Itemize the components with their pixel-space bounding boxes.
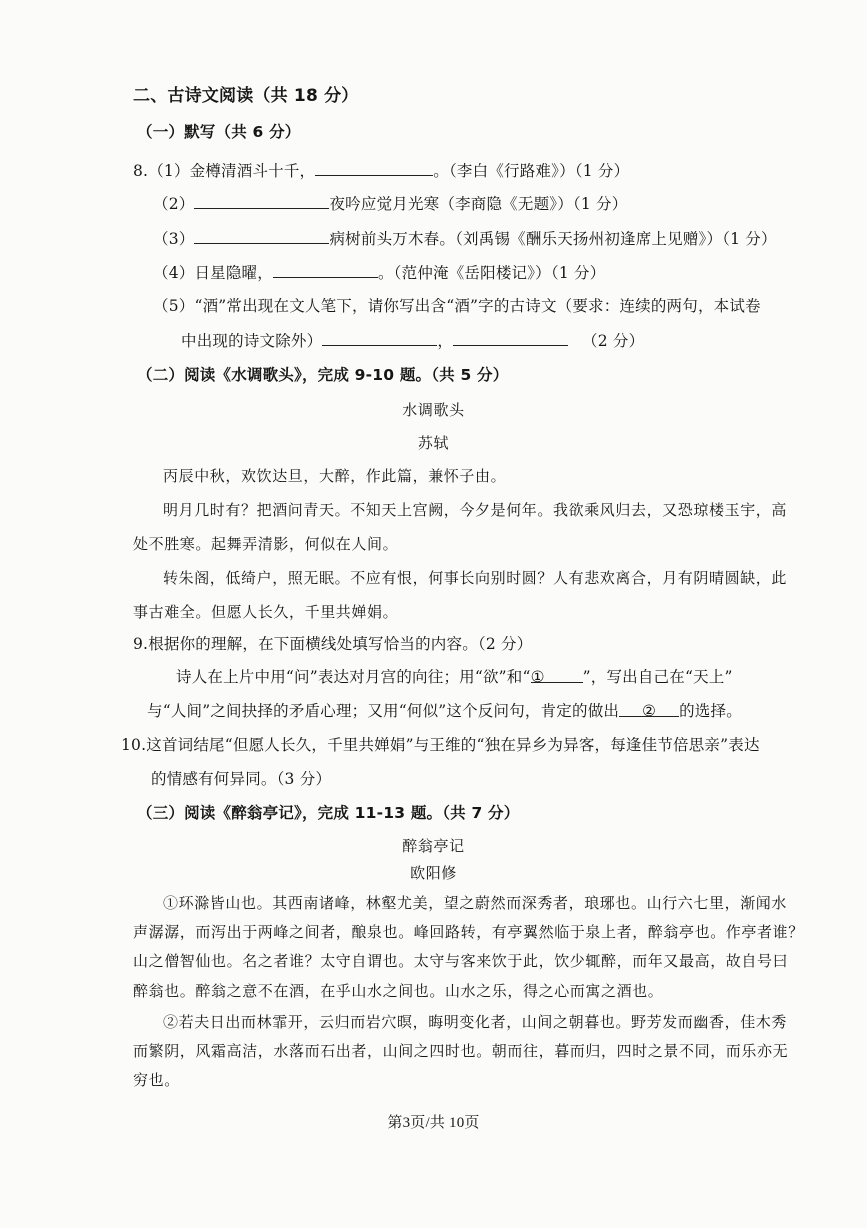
answer-blank[interactable] [194, 193, 329, 209]
prose-line: 醉翁也。醉翁之意不在酒，在乎山水之间也。山水之乐，得之心而寓之酒也。 [133, 982, 664, 1000]
q8-2-number: （2） [153, 195, 195, 213]
answer-blank-1[interactable] [530, 667, 583, 686]
prose-line: 穷也。 [133, 1071, 180, 1089]
poem-preface: 丙辰中秋，欢饮达旦，大醉，作此篇，兼怀子由。 [163, 467, 507, 485]
q9-text: 诗人在上片中用“问”表达对月宫的向往；用“欲”和“ [176, 668, 531, 686]
prose-line: ②若夫日出而林霏开，云归而岩穴暝，晦明变化者，山间之朝暮也。野芳发而幽香，佳木秀 [163, 1013, 788, 1031]
q8-line-5: （5）“酒”常出现在文人笔下，请你写出含“酒”字的古诗文（要求：连续的两句，本试卷 [153, 297, 761, 315]
prose-line: ①环滁皆山也。其西南诸峰，林壑尤美，望之蔚然而深秀者，琅琊也。山行六七里，渐闻水 [163, 894, 788, 912]
q8-1-text: 8.（1）金樽清酒斗十千， [133, 162, 316, 180]
q8-line-6 [181, 330, 644, 351]
prose-line: 而繁阴，风霜高洁，水落而石出者，山间之四时也。朝而往，暮而归，四时之景不同，而乐亦无 [133, 1042, 789, 1060]
poem-title: 水调歌头 [402, 401, 465, 419]
poem-line: 处不胜寒。起舞弄清影，何似在人间。 [133, 535, 399, 553]
page-number: 第3页/共 10页 [387, 1115, 480, 1131]
section-title: 二、古诗文阅读（共 18 分） [133, 86, 359, 106]
q8-5-text: 中出现的诗文除外） [181, 332, 323, 350]
part3-heading: （三）阅读《醉翁亭记》，完成 11-13 题。（共 7 分） [137, 804, 520, 822]
q8-line-3 [153, 228, 777, 249]
q8-4-text: （4）日星隐曜， [153, 264, 273, 282]
q8-3-text: 病树前头万木春。（刘禹锡《酬乐天扬州初逢席上见赠》）（1 分） [329, 230, 777, 248]
answer-blank[interactable] [453, 330, 568, 346]
answer-blank-2[interactable] [619, 701, 679, 720]
comma: ， [437, 332, 454, 350]
q9-text: 与“人间”之间抉择的矛盾心理；又用“何似”这个反问句，肯定的做出 [147, 702, 620, 720]
circled-one: ① [530, 668, 545, 686]
q9-text: ”，写出自己在“天上” [582, 668, 733, 686]
q8-line-1 [133, 160, 629, 181]
part1-heading: （一）默写（共 6 分） [137, 123, 301, 141]
prose-line: 声潺潺，而泻出于两峰之间者，酿泉也。峰回路转，有亭翼然临于泉上者，醉翁亭也。作亭者谁？ [133, 923, 804, 941]
q8-3-number: （3） [153, 230, 195, 248]
answer-blank[interactable] [315, 160, 433, 176]
prose-line: 山之僧智仙也。名之者谁？太守自谓也。太守与客来饮于此，饮少辄醉，而年又最高，故自号曰 [133, 952, 789, 970]
q9-line-3 [147, 701, 742, 721]
prose-title: 醉翁亭记 [402, 837, 465, 855]
q8-1-source: 。（李白《行路难》）（1 分） [433, 162, 630, 180]
q9-line-1: 9.根据你的理解，在下面横线处填写恰当的内容。（2 分） [133, 635, 533, 653]
poem-line: 事古难全。但愿人长久，千里共婵娟。 [133, 603, 399, 621]
poem-line: 明月几时有？把酒问青天。不知天上宫阙，今夕是何年。我欲乘风归去，又恐琼楼玉宇，高 [163, 501, 788, 519]
poem-author: 苏轼 [417, 434, 450, 452]
q8-line-2 [153, 193, 627, 214]
q8-5-score: （2 分） [582, 332, 645, 350]
q9-text: 的选择。 [679, 702, 742, 720]
answer-blank[interactable] [273, 262, 378, 278]
q10-line-1: 10.这首词结尾“但愿人长久，千里共婵娟”与王维的“独在异乡为异客，每逢佳节倍思亲”表达 [121, 736, 760, 754]
answer-blank[interactable] [194, 228, 329, 244]
answer-blank[interactable] [322, 330, 437, 346]
part2-heading: （二）阅读《水调歌头》，完成 9-10 题。（共 5 分） [137, 366, 509, 384]
prose-author: 欧阳修 [410, 864, 457, 882]
q8-4-source: 。（范仲淹《岳阳楼记》）（1 分） [377, 264, 606, 282]
q9-line-2 [176, 667, 733, 687]
q8-line-4 [153, 262, 605, 283]
q10-line-2: 的情感有何异同。（3 分） [151, 770, 332, 788]
circled-two: ② [642, 702, 657, 720]
q8-2-text: 夜吟应觉月光寒（李商隐《无题》）（1 分） [329, 195, 628, 213]
poem-line: 转朱阁，低绮户，照无眠。不应有恨，何事长向别时圆？人有悲欢离合，月有阴晴圆缺，此 [163, 569, 788, 587]
